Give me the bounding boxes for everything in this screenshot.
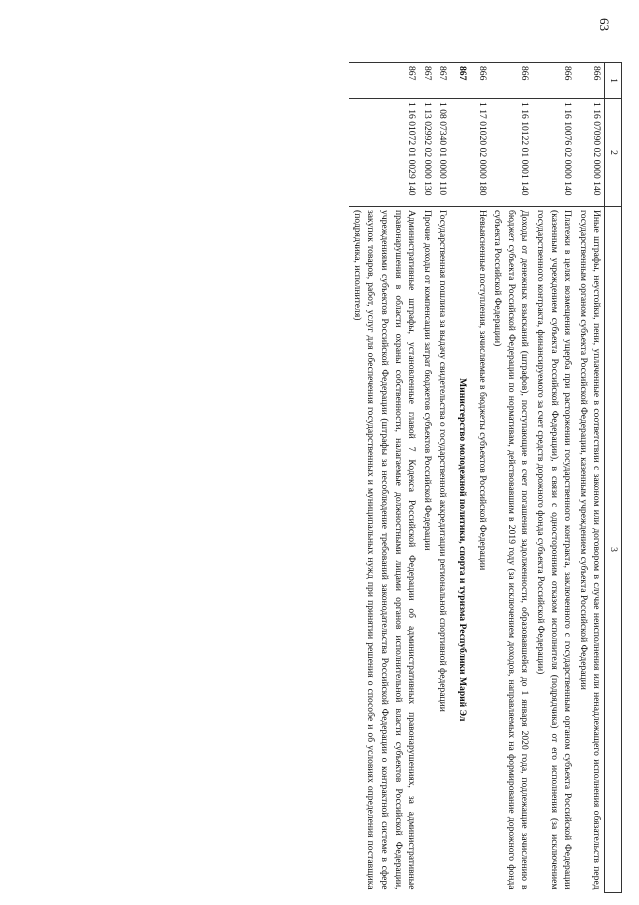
table-row (435, 63, 451, 893)
section-admin-code: 867 (450, 63, 474, 99)
header-col-1: 1 (605, 63, 622, 99)
revenue-code: 1 08 07340 01 0000 110 (435, 99, 451, 207)
rotated-table-container (102, 62, 622, 892)
revenue-description: Иные штрафы, неустойки, пени, уплаченные в соответствии с законом или договором в случае неисполнения или ненадлежащего исполнения обязательств перед государственным органом субъекта Российской Федерации, казенным учреждением субъекта Российской Федерации (575, 207, 605, 893)
revenue-code: 1 16 10122 01 0001 140 (490, 99, 533, 207)
revenue-description: Невыясненные поступления, зачисляемые в бюджеты субъектов Российской Федерации (474, 207, 490, 893)
admin-code: 866 (575, 63, 605, 99)
section-title: Министерство молодежной политики, спорта и туризма Республики Марий Эл (450, 207, 474, 893)
table-row (474, 63, 490, 893)
revenue-code: 1 13 02992 02 0000 130 (419, 99, 435, 207)
page-number: 63 (597, 18, 612, 31)
table-row (419, 63, 435, 893)
revenue-code: 1 16 10076 02 0000 140 (532, 99, 575, 207)
revenue-code: 1 17 01020 02 0000 180 (474, 99, 490, 207)
revenue-description: Платежи в целях возмещения ущерба при расторжении государственного контракта, заключенного с государственным органом субъекта Российской Федерации (казенным учреждением субъекта Российской Федерации), в связи с односторонним отказом исполнителя (подрядчика) от его исполнения (за исключением государственного контракта, финансируемого за счет средств дорожного фонда субъекта Российской Федерации) (532, 207, 575, 893)
table-row (575, 63, 605, 893)
header-col-3: 3 (605, 207, 622, 893)
admin-code: 866 (490, 63, 533, 99)
admin-code: 866 (532, 63, 575, 99)
revenue-codes-table (349, 62, 622, 893)
admin-code: 866 (474, 63, 490, 99)
admin-code: 867 (435, 63, 451, 99)
revenue-description: Доходы от денежных взысканий (штрафов), поступающие в счет погашения задолженности, образовавшейся до 1 января 2020 года, подлежащие зачислению в бюджет субъекта Российской Федерации по нормативам, действовавшим в 2019 году (за исключением доходов, направляемых на формирование дорожного фонда субъекта Российской Федерации) (490, 207, 533, 893)
header-col-2: 2 (605, 99, 622, 207)
section-row (450, 63, 474, 893)
revenue-code: 1 16 01072 01 0029 140 (349, 99, 419, 207)
table-row (349, 63, 419, 893)
revenue-code: 1 16 07090 02 0000 140 (575, 99, 605, 207)
section-spacer (450, 99, 474, 207)
table-row (532, 63, 575, 893)
table-row (490, 63, 533, 893)
admin-code: 867 (349, 63, 419, 99)
revenue-description: Административные штрафы, установленные главой 7 Кодекса Российской Федерации об административных правонарушениях, за административные правонарушения в области охраны собственности, налагаемые должностными лицами органов исполнительной власти субъектов Российской Федерации, учреждениями субъектов Российской Федерации (штрафы за несоблюдение требований законодательства Российской Федерации о контрактной системе в сфере закупок товаров, работ, услуг для обеспечения государственных и муниципальных нужд при принятии решения о способе и об условиях определения поставщика (подрядчика, исполнителя) (349, 207, 419, 893)
admin-code: 867 (419, 63, 435, 99)
revenue-description: Прочие доходы от компенсации затрат бюджетов субъектов Российской Федерации (419, 207, 435, 893)
header-row (605, 63, 622, 893)
revenue-description: Государственная пошлина за выдачу свидетельства о государственной аккредитации региональной спортивной федерации (435, 207, 451, 893)
